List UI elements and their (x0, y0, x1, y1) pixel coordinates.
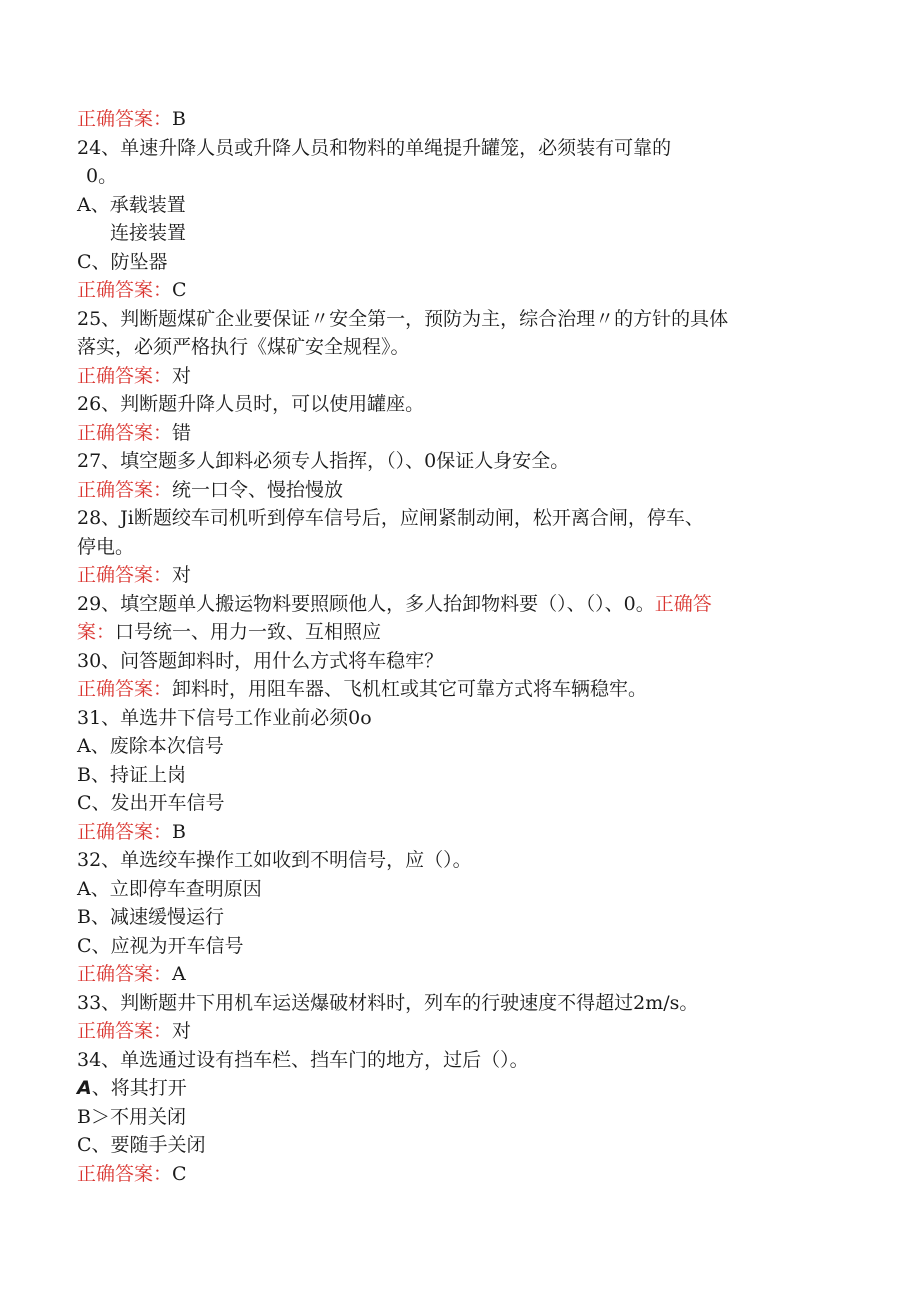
answer-line (77, 419, 191, 447)
answer-line (77, 561, 191, 589)
option-b: B、持证上岗 (77, 764, 186, 786)
question-28: 28、Ji断题绞车司机听到停车信号后，应闸紧制动闸，松开离合闸，停车、 (77, 507, 704, 529)
answer-label: 正确答案： (77, 108, 173, 130)
answer-value: A (172, 963, 186, 985)
question-31: 31、单选井下信号工作业前必须0o (77, 707, 372, 729)
option-letter: A (77, 1077, 92, 1099)
question-text: 停电。 (77, 536, 135, 558)
answer-value: C (172, 279, 187, 301)
answer-value: 卸料时，用阻车器、飞机杠或其它可靠方式将车辆稳牢。 (172, 678, 648, 700)
answer-label: 正确答案： (77, 479, 173, 501)
answer-label: 正确答案： (77, 422, 173, 444)
answer-label-part: 正确答 (654, 593, 712, 615)
answer-line (77, 618, 381, 646)
option-c: C、要随手关闭 (77, 1134, 206, 1156)
answer-value: 统一口令、慢抬慢放 (172, 479, 344, 501)
answer-label: 正确答案： (77, 365, 173, 387)
answer-label: 正确答案： (77, 1163, 173, 1185)
answer-value: B (172, 108, 186, 130)
answer-line (77, 675, 647, 703)
answer-value: B (172, 821, 186, 843)
option-a: A、立即停车查明原因 (77, 878, 262, 900)
question-34: 34、单选通过设有挡车栏、挡车门的地方，过后（）。 (77, 1049, 529, 1071)
answer-line (77, 276, 187, 304)
option-a: A、废除本次信号 (77, 735, 224, 757)
question-text: 0。 (86, 165, 118, 187)
answer-label: 正确答案： (77, 279, 173, 301)
option-b: B、减速缓慢运行 (77, 906, 224, 928)
answer-line (77, 1017, 191, 1045)
answer-label-part: 案： (77, 621, 116, 643)
answer-value: 对 (172, 365, 192, 387)
question-27: 27、填空题多人卸料必须专人指挥，（）、0保证人身安全。 (77, 450, 570, 472)
question-32: 32、单选绞车操作工如收到不明信号，应（）。 (77, 849, 472, 871)
answer-value: 对 (172, 1020, 192, 1042)
answer-line (77, 362, 191, 390)
answer-value: 对 (172, 564, 192, 586)
answer-label: 正确答案： (77, 963, 173, 985)
answer-label: 正确答案： (77, 678, 173, 700)
option-a: A、承载装置 (77, 194, 186, 216)
answer-line (77, 960, 186, 988)
question-text: 落实，必须严格执行《煤矿安全规程》。 (77, 336, 410, 358)
answer-value: 口号统一、用力一致、互相照应 (115, 621, 382, 643)
option-text: 、将其打开 (91, 1077, 187, 1099)
question-29 (77, 590, 712, 618)
question-24: 24、单速升降人员或升降人员和物料的单绳提升罐笼，必须装有可靠的 (77, 137, 672, 159)
option-c: C、防坠器 (77, 251, 168, 273)
option-c: C、应视为开车信号 (77, 935, 244, 957)
option-a (77, 1074, 187, 1102)
question-text: 29、填空题单人搬运物料要照顾他人，多人抬卸物料要（）、（）、0。 (77, 593, 655, 615)
option-c: C、发出开车信号 (77, 792, 225, 814)
option-b: 连接装置 (110, 222, 187, 244)
answer-value: 错 (172, 422, 192, 444)
answer-label: 正确答案： (77, 821, 173, 843)
answer-line (77, 105, 186, 133)
answer-value: C (172, 1163, 187, 1185)
option-b: B＞不用关闭 (77, 1106, 186, 1128)
answer-label: 正确答案： (77, 564, 173, 586)
question-33: 33、判断题井下用机车运送爆破材料时，列车的行驶速度不得超过2m/s。 (77, 992, 699, 1014)
question-30: 30、问答题卸料时，用什么方式将车稳牢？ (77, 650, 444, 672)
question-25: 25、判断题煤矿企业要保证〃安全第一，预防为主，综合治理〃的方针的具体 (77, 308, 729, 330)
answer-line (77, 1160, 187, 1188)
answer-label: 正确答案： (77, 1020, 173, 1042)
question-26: 26、判断题升降人员时，可以使用罐座。 (77, 393, 425, 415)
answer-line (77, 818, 186, 846)
answer-line (77, 476, 343, 504)
